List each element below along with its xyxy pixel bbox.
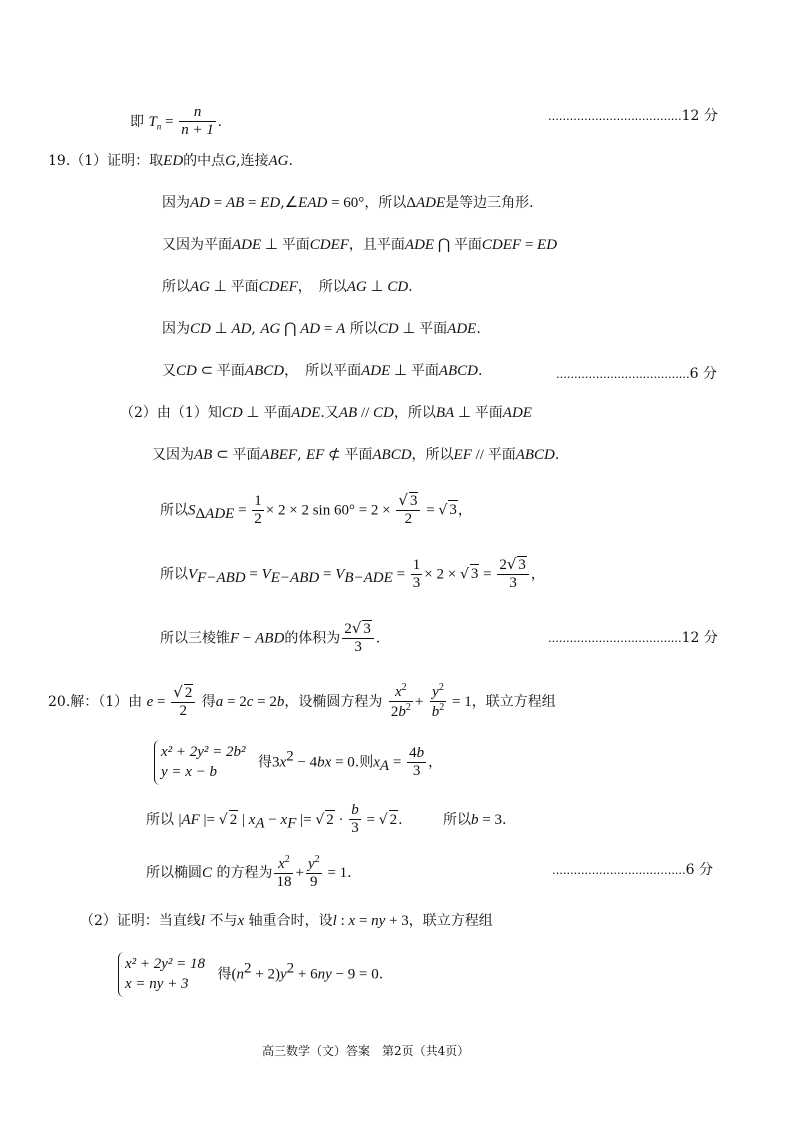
q20-part2: （2）证明：当直线l 不与x 轴重合时，设l : x = ny + 3，联立方程组 <box>80 913 493 929</box>
q20-line-1: 20.解：（1）由 e = $\frac{√ 2}{2}$ 得a = 2c = 2b，设椭圆方程为 $\frac{x^2}{2b^2}$ + $\frac{y^2}{b^2}$ = 1，联立方程组 <box>48 682 556 721</box>
score-6-b: .....................................6 分 <box>552 862 713 878</box>
q19-line-3: 所以AG ⊥ 平面CDEF， 所以AG ⊥ CD. <box>162 279 413 295</box>
q20-label: 20.解：（1）由 <box>48 693 143 710</box>
fraction-n-over-n-plus-1: $\frac{n}{n + 1}$ <box>181 104 214 139</box>
q19-line-2: 又因为平面ADE ⊥ 平面CDEF，且平面ADE ⋂ 平面CDEF = ED <box>162 237 558 253</box>
score-6-a: .....................................6 分 <box>556 366 717 382</box>
q20-system-2: x² + 2y² = 18 x = ny + 3 得$(n^2 + 2)y^2 + 6ny - 9 = 0$. <box>118 952 383 997</box>
q19-line-1: 因为AD = AB = ED,∠EAD = 60°，所以ΔADE是等边三角形. <box>162 195 534 211</box>
system-brace-2: x² + 2y² = 18 x = ny + 3 <box>118 952 205 997</box>
score-12-a: .....................................12 分 <box>548 108 718 124</box>
q20-system-1: x² + 2y² = 2b² y = x − b 得$3x^2 - 4bx = 0$.则$x_A$ = $\frac{4b}{3}$ ， <box>154 740 442 785</box>
line-tn-result: 即 $T_n$ = $\frac{n}{n + 1}$ . <box>130 104 222 139</box>
q20-ellipse-eq: 所以椭圆C 的方程为 $\frac{x^2}{18}$ + $\frac{y^2}{9}$ = 1. <box>146 854 352 891</box>
q19-label: 19.（1）证明： <box>48 153 150 169</box>
q19-area-formula: 所以$S_{\Delta ADE}$ = $\frac{1}{2}$ × 2 × 2 sin 60° = 2 × $\frac{√ 3}{2}$ = √ 3， <box>160 491 472 528</box>
q19-heading: 19.（1）证明：取ED的中点G,连接AG. <box>48 153 293 169</box>
system-brace-1: x² + 2y² = 2b² y = x − b <box>154 740 246 785</box>
q19-part2: （2）由（1）知CD ⊥ 平面ADE.又AB // CD，所以BA ⊥ 平面ADE <box>120 405 532 421</box>
q19-part2-line-1: 又因为AB ⊂ 平面ABEF, EF ⊄ 平面ABCD，所以EF // 平面ABCD. <box>152 447 560 463</box>
score-12-b: .....................................12 分 <box>548 630 718 646</box>
page-footer: 高三数学（文）答案 第2页（共4页） <box>262 1044 470 1058</box>
q20-line-af: 所以 |AF |= √ 2 | $x_A - x_F$ |= √ 2 · $\frac{b}{3}$ = √ 2. 所以b = 3. <box>146 802 507 837</box>
q19-line-4: 因为CD ⊥ AD, AG ⋂ AD = A 所以CD ⊥ 平面ADE. <box>162 321 481 337</box>
q19-volume-result: 所以三棱锥F − ABD的体积为 $\frac{2√ 3}{3}$ . <box>160 619 381 656</box>
q19-line-5: 又CD ⊂ 平面ABCD， 所以平面ADE ⊥ 平面ABCD. <box>162 363 483 379</box>
q19-volume-formula: 所以$V_{F-ABD} = V_{E-ABD} = V_{B-ADE}$ = $\frac{1}{3}$ × 2 × √ 3 = $\frac{2√ 3}{3}$ ， <box>160 555 545 592</box>
tn-prefix: 即 <box>130 113 144 130</box>
